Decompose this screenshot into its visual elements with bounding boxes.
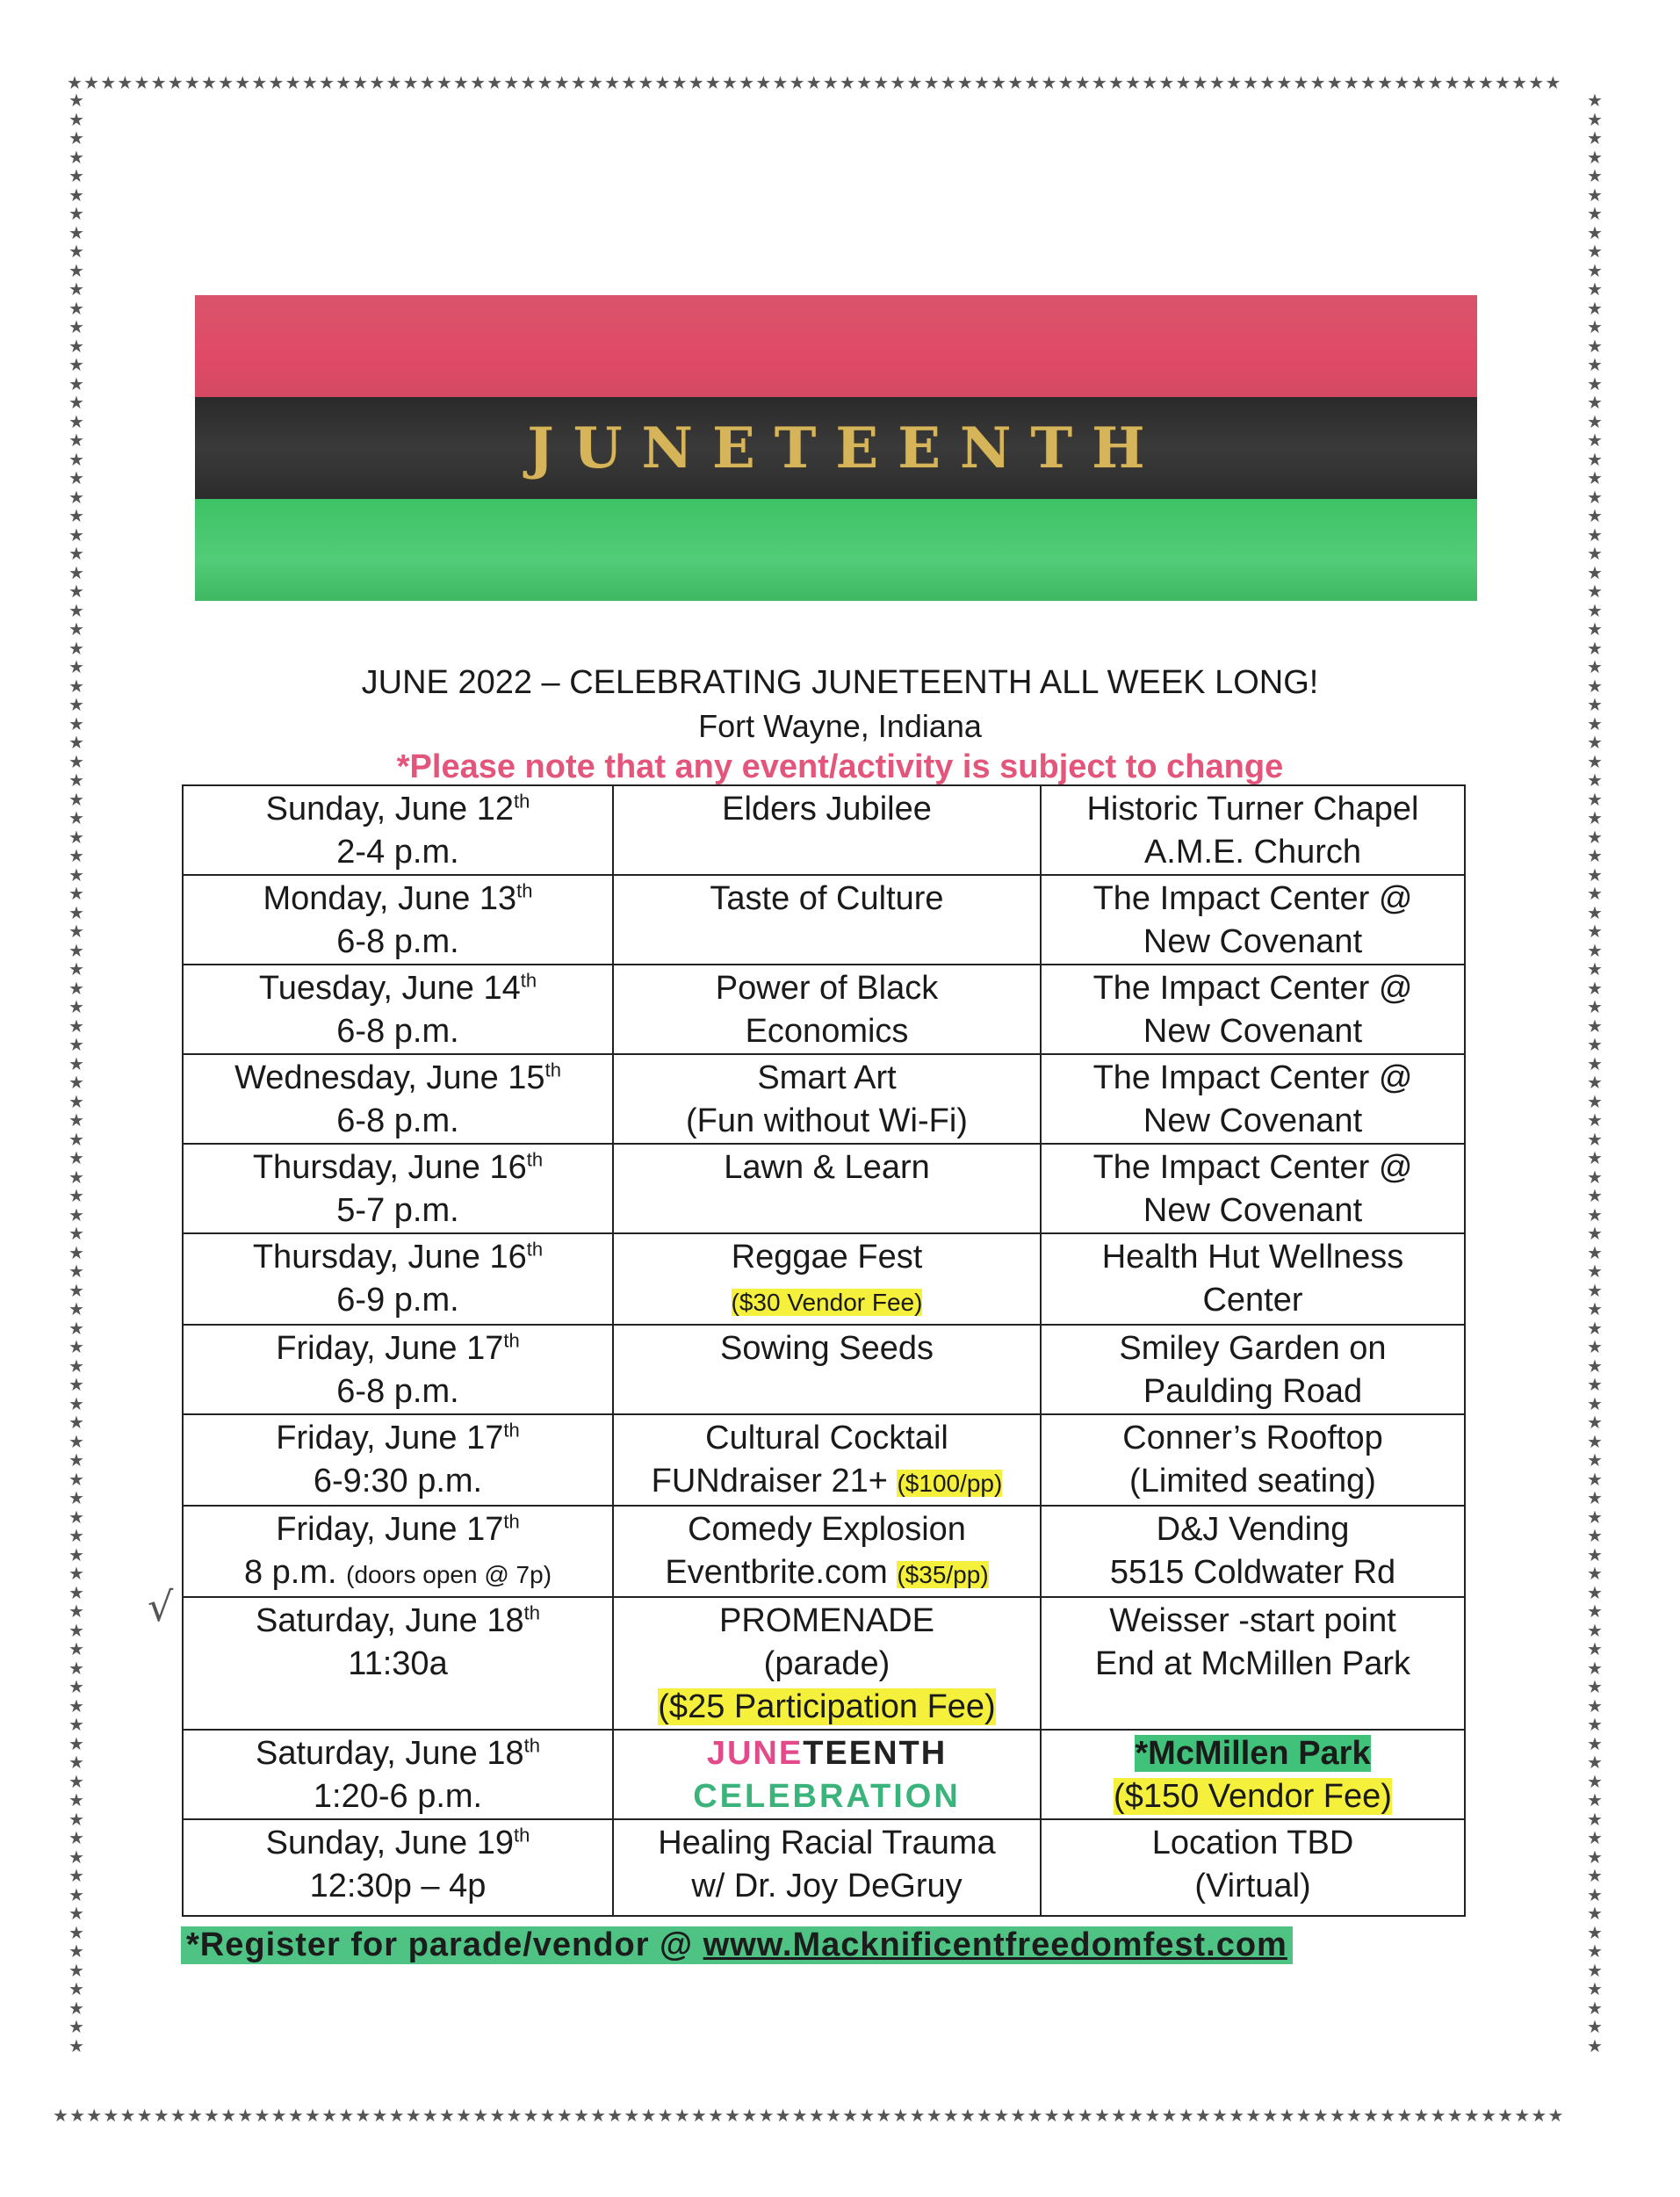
venue-cell: Conner’s Rooftop (Limited seating) [1041,1414,1465,1506]
vendor-fee-badge: ($30 Vendor Fee) [731,1289,923,1316]
event-cell: Lawn & Learn [613,1144,1041,1233]
date-cell: Sunday, June 19th 12:30p – 4p [183,1819,613,1916]
venue-cell: The Impact Center @ New Covenant [1041,875,1465,965]
table-row [183,1597,1465,1730]
location-subtitle: Fort Wayne, Indiana [698,708,982,744]
venue-cell: The Impact Center @ New Covenant [1041,1144,1465,1233]
date-cell: Thursday, June 16th 6-9 p.m. [183,1233,613,1325]
venue-cell: The Impact Center @ New Covenant [1041,1054,1465,1144]
date-cell: Saturday, June 18th 1:20-6 p.m. [183,1730,613,1819]
date-cell: Sunday, June 12th 2-4 p.m. [183,785,613,875]
venue-cell [1041,1730,1465,1819]
table-row [183,1144,1465,1233]
venue-highlight: *McMillen Park [1135,1735,1371,1772]
ticket-price-badge: ($100/pp) [897,1470,1003,1497]
star-border-top: ★★★★★★★★★★★★★★★★★★★★★★★★★★★★★★★★★★★★★★★★★★★★★★★★★★★★★★★★★★★★★★★★★★★★★★★★★★★★★★★★★★★★★★★★★ [67,74,1562,93]
vendor-fee-badge: ($150 Vendor Fee) [1114,1778,1392,1815]
venue-cell: Weisser -start point End at McMillen Park [1041,1597,1465,1730]
event-cell: Power of Black Economics [613,965,1041,1054]
participation-fee-badge: ($25 Participation Fee) [658,1688,996,1725]
date-cell: Tuesday, June 14th 6-8 p.m. [183,965,613,1054]
date-cell: Thursday, June 16th 5-7 p.m. [183,1144,613,1233]
event-cell: Comedy Explosion Eventbrite.com ($35/pp) [613,1506,1041,1597]
table-row [183,1325,1465,1414]
event-cell: Reggae Fest ($30 Vendor Fee) [613,1233,1041,1325]
table-row [183,1819,1465,1916]
registration-note: *Register for parade/vendor @ www.Macknificentfreedomfest.com [181,1926,1293,1964]
star-border-left: ★★★★★★★★★★★★★★★★★★★★★★★★★★★★★★★★★★★★★★★★★★★★★★★★★★★★★★★★★★★★★★★★★★★★★★★★★★★★★★★★★★★★★★★★★★★★★★★★★★★★★★★★ [68,91,84,2056]
table-row [183,1730,1465,1819]
date-cell: Friday, June 17th 8 p.m. (doors open @ 7p) [183,1506,613,1597]
star-border-right: ★★★★★★★★★★★★★★★★★★★★★★★★★★★★★★★★★★★★★★★★★★★★★★★★★★★★★★★★★★★★★★★★★★★★★★★★★★★★★★★★★★★★★★★★★★★★★★★★★★★★★★★★ [1587,91,1603,2056]
date-cell: Friday, June 17th 6-9:30 p.m. [183,1414,613,1506]
venue-cell: Historic Turner Chapel A.M.E. Church [1041,785,1465,875]
event-cell: PROMENADE (parade) ($25 Participation Fee) [613,1597,1041,1730]
table-row [183,1233,1465,1325]
event-cell: Sowing Seeds [613,1325,1041,1414]
event-schedule-table [182,784,1466,1917]
registration-link[interactable]: www.Macknificentfreedomfest.com [703,1926,1287,1963]
table-row [183,875,1465,965]
change-notice: *Please note that any event/activity is subject to change [396,748,1284,785]
banner-green-band [195,499,1477,601]
page-title: JUNE 2022 – CELEBRATING JUNETEENTH ALL WEEK LONG! [361,664,1319,701]
date-cell: Friday, June 17th 6-8 p.m. [183,1325,613,1414]
venue-cell: The Impact Center @ New Covenant [1041,965,1465,1054]
venue-cell: Location TBD (Virtual) [1041,1819,1465,1916]
event-cell: Taste of Culture [613,875,1041,965]
table-row [183,1414,1465,1506]
juneteenth-flag-banner [195,295,1477,601]
banner-title: JUNETEENTH [527,415,1164,481]
table-row [183,1054,1465,1144]
date-cell: Saturday, June 18th 11:30a [183,1597,613,1730]
table-row [183,785,1465,875]
date-cell: Wednesday, June 15th 6-8 p.m. [183,1054,613,1144]
venue-cell: Health Hut Wellness Center [1041,1233,1465,1325]
event-cell: Elders Jubilee [613,785,1041,875]
venue-cell: D&J Vending 5515 Coldwater Rd [1041,1506,1465,1597]
event-cell: Smart Art (Fun without Wi-Fi) [613,1054,1041,1144]
star-border-bottom: ★★★★★★★★★★★★★★★★★★★★★★★★★★★★★★★★★★★★★★★★★★★★★★★★★★★★★★★★★★★★★★★★★★★★★★★★★★★★★★★★★★★★★★★★★★ [53,2107,1565,2126]
ticket-price-badge: ($35/pp) [897,1561,989,1588]
banner-black-band [195,397,1477,499]
table-row [183,965,1465,1054]
event-cell: Cultural Cocktail FUNdraiser 21+ ($100/pp) [613,1414,1041,1506]
table-row [183,1506,1465,1597]
venue-cell: Smiley Garden on Paulding Road [1041,1325,1465,1414]
event-cell: Healing Racial Trauma w/ Dr. Joy DeGruy [613,1819,1041,1916]
check-mark-icon: √ [148,1583,174,1630]
date-cell: Monday, June 13th 6-8 p.m. [183,875,613,965]
banner-red-band [195,295,1477,397]
event-cell: JUNETEENTH CELEBRATION [613,1730,1041,1819]
